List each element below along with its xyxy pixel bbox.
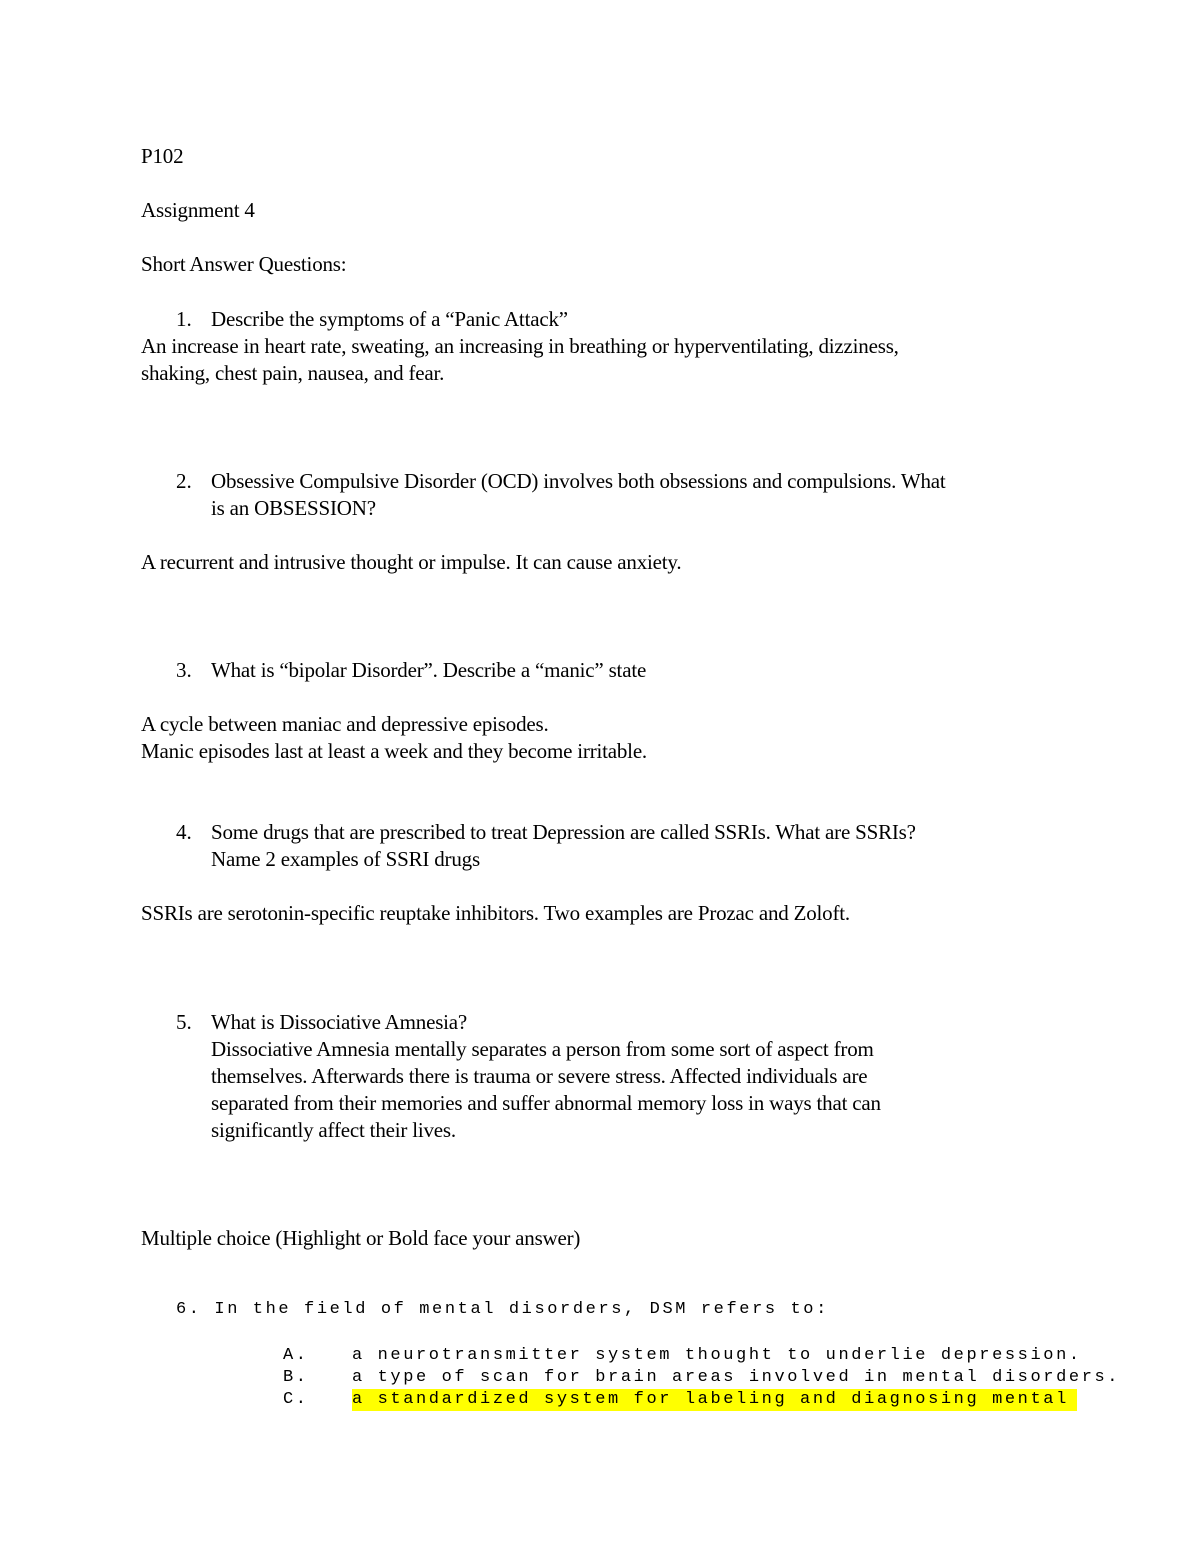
question-1-text: Describe the symptoms of a “Panic Attack” (211, 307, 568, 331)
question-2-number: 2. (176, 469, 192, 493)
option-a-letter: A. (283, 1346, 309, 1365)
option-a-text: a neurotransmitter system thought to underlie depression. (352, 1346, 1082, 1365)
answer-4-line-1: SSRIs are serotonin-specific reuptake inhibitors. Two examples are Prozac and Zoloft. (141, 901, 850, 925)
question-4-text-line-2: Name 2 examples of SSRI drugs (211, 847, 480, 871)
answer-3-line-2: Manic episodes last at least a week and they become irritable. (141, 739, 647, 763)
answer-3-line-1: A cycle between maniac and depressive episodes. (141, 712, 549, 736)
question-4-text-line-1: Some drugs that are prescribed to treat Depression are called SSRIs. What are SSRIs? (211, 820, 916, 844)
answer-5-line-1: Dissociative Amnesia mentally separates a person from some sort of aspect from (211, 1037, 874, 1061)
option-b-letter: B. (283, 1368, 309, 1387)
question-3-number: 3. (176, 658, 192, 682)
option-b-text: a type of scan for brain areas involved in mental disorders. (352, 1368, 1121, 1387)
question-6-text: 6. In the field of mental disorders, DSM refers to: (176, 1300, 829, 1319)
course-code: P102 (141, 144, 184, 168)
answer-2-line-1: A recurrent and intrusive thought or impulse. It can cause anxiety. (141, 550, 682, 574)
question-1-number: 1. (176, 307, 192, 331)
option-c-text-highlighted: a standardized system for labeling and diagnosing mental (352, 1389, 1077, 1411)
question-2-text-line-1: Obsessive Compulsive Disorder (OCD) involves both obsessions and compulsions. What (211, 469, 946, 493)
answer-5-line-4: significantly affect their lives. (211, 1118, 456, 1142)
answer-5-line-2: themselves. Afterwards there is trauma or severe stress. Affected individuals are (211, 1064, 868, 1088)
question-5-number: 5. (176, 1010, 192, 1034)
multiple-choice-heading: Multiple choice (Highlight or Bold face your answer) (141, 1226, 581, 1250)
question-4-number: 4. (176, 820, 192, 844)
option-c-letter: C. (283, 1390, 309, 1409)
question-2-text-line-2: is an OBSESSION? (211, 496, 376, 520)
answer-1-line-2: shaking, chest pain, nausea, and fear. (141, 361, 445, 385)
question-3-text: What is “bipolar Disorder”. Describe a “manic” state (211, 658, 647, 682)
section-title: Short Answer Questions: (141, 252, 347, 276)
question-5-text: What is Dissociative Amnesia? (211, 1010, 468, 1034)
assignment-title: Assignment 4 (141, 198, 255, 222)
answer-1-line-1: An increase in heart rate, sweating, an increasing in breathing or hyperventilating, dizziness, (141, 334, 899, 358)
answer-5-line-3: separated from their memories and suffer abnormal memory loss in ways that can (211, 1091, 881, 1115)
